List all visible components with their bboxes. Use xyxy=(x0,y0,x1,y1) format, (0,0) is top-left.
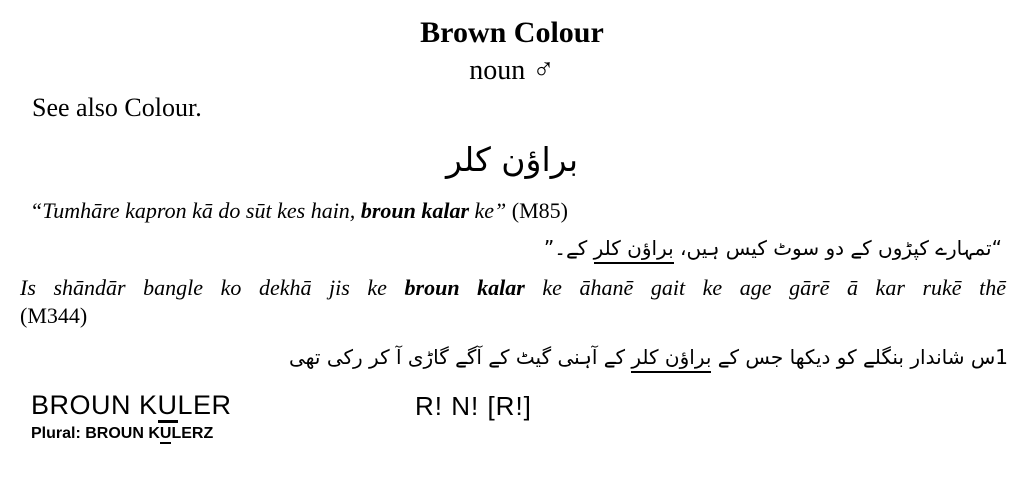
pronunciation-plural xyxy=(31,424,213,444)
pronunciation-main xyxy=(31,390,232,423)
pronunciation-main-post: LER xyxy=(177,390,232,420)
headword-urdu: براؤن کلر xyxy=(445,140,579,179)
quote-1-citation: (M85) xyxy=(511,198,569,223)
quote-1-roman xyxy=(30,196,1004,226)
entry-part-of-speech xyxy=(0,54,1024,87)
pronunciation-notation: R! N! [R!] xyxy=(415,391,532,421)
quote-1-urdu xyxy=(0,230,1002,266)
male-gender-icon: ♂ xyxy=(532,53,555,86)
quote-1-urdu-pre: “تمہارے کپڑوں کے دو سوٹ کیس ہیں، xyxy=(673,236,1002,260)
quote-1-urdu-underlined-phrase: براؤن کلر xyxy=(594,236,674,264)
pronunciation-main-underlined-letter: U xyxy=(158,392,178,423)
pronunciation-main-pre: BROUN K xyxy=(31,390,158,420)
quote-2-roman-post: ke āhanē gait ke age gārē ā kar rukē thē xyxy=(524,275,1006,300)
quote-2-urdu-pre: 1س شاندار بنگلے کو دیکھا جس کے xyxy=(711,345,1008,369)
quote-2-roman-pre: Is shāndār bangle ko dekhā jis ke xyxy=(20,275,405,300)
part-of-speech-label: noun xyxy=(469,55,526,86)
plural-pre: BROUN K xyxy=(85,425,160,442)
quote-2-urdu-underlined-phrase: براؤن کلر xyxy=(631,345,711,373)
quote-2-urdu xyxy=(0,336,1008,378)
plural-post: LERZ xyxy=(171,425,214,442)
quote-2-urdu-post: کے آہنی گیٹ کے آگے گاڑی آ کر رکی تھی xyxy=(289,345,632,369)
quote-1-roman-pre: “Tumhāre kapron kā do sūt kes hain, xyxy=(30,198,361,223)
quote-1-roman-post: ke” xyxy=(469,198,512,223)
plural-underlined-letter: U xyxy=(160,426,172,444)
quote-2-roman xyxy=(20,273,1006,302)
quote-1-roman-bold: broun kalar xyxy=(360,198,470,223)
quote-2-roman-bold: broun kalar xyxy=(404,275,525,300)
quote-1-urdu-post: کے۔” xyxy=(543,236,594,260)
entry-title: Brown Colour xyxy=(420,16,604,49)
plural-label: Plural: xyxy=(31,425,86,442)
quote-2-citation: (M344) xyxy=(20,303,88,328)
cross-reference: See also Colour. xyxy=(32,93,202,122)
